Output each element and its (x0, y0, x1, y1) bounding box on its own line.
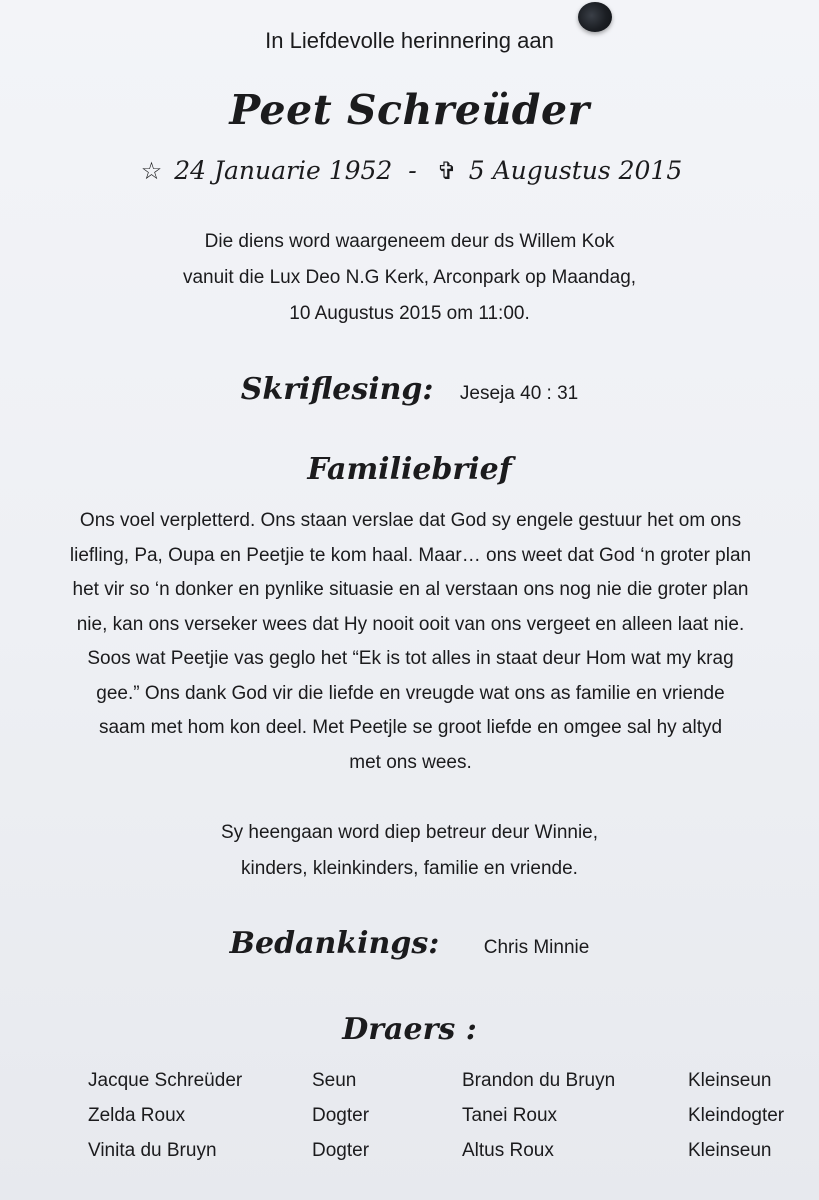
acknowledgements (0, 926, 819, 961)
bearer-relation: Kleinseun (688, 1070, 772, 1091)
mourning-line: Sy heengaan word diep betreur deur Winnie, (220, 822, 599, 843)
service-line: Die diens word waargeneem deur ds Willem Kok (204, 231, 615, 252)
bearer-relation: Dogter (312, 1105, 370, 1126)
bearers-row (0, 1140, 819, 1175)
bearers-row (0, 1070, 819, 1105)
letter-line: Ons voel verpletterd. Ons staan verslae dat God sy engele gestuur het om ons (79, 510, 742, 531)
thanks-heading: Bedankings: (229, 926, 440, 961)
service-line: 10 Augustus 2015 om 11:00. (289, 303, 530, 324)
mourning-text (0, 815, 819, 887)
bearer-name: Brandon du Bruyn (462, 1070, 616, 1091)
letter-line: saam met hom kon deel. Met Peetjle se groot liefde en omgee sal hy altyd (98, 717, 723, 738)
bearer-name: Altus Roux (462, 1140, 554, 1161)
bearers-table (0, 1070, 819, 1175)
reading-reference: Jeseja 40 : 31 (459, 383, 579, 404)
bearer-name: Tanei Roux (462, 1105, 558, 1126)
bearer-name: Vinita du Bruyn (88, 1140, 217, 1161)
letter-line: het vir so ‘n donker en pynlike situasie en al verstaan ons nog nie die groter plan (72, 579, 749, 600)
deceased-name: Peet Schreüder (229, 86, 590, 134)
family-letter-body (48, 504, 773, 780)
thanks-names: Chris Minnie (483, 937, 590, 958)
bearer-relation: Kleindogter (688, 1105, 785, 1126)
mourning-line: kinders, kleinkinders, familie en vriende. (241, 858, 578, 879)
letter-line: Soos wat Peetjie vas geglo het “Ek is tot alles in staat deur Hom wat my krag (87, 648, 734, 669)
bearer-relation: Seun (312, 1070, 357, 1091)
birth-date: 24 Januarie 1952 (174, 156, 393, 185)
service-line: vanuit die Lux Deo N.G Kerk, Arconpark op Maandag, (182, 267, 637, 288)
letter-line: met ons wees. (349, 751, 472, 773)
bearer-name: Jacque Schreüder (88, 1070, 243, 1091)
life-dates (0, 156, 819, 185)
service-details (0, 224, 819, 332)
date-separator: - (408, 156, 417, 185)
bearer-relation: Kleinseun (688, 1140, 772, 1161)
letter-line: nie, kan ons verseker wees dat Hy nooit ooit van ons vergeet en alleen laat nie. (76, 613, 745, 635)
intro-text: In Liefdevolle herinnering aan (265, 28, 554, 53)
death-date: 5 Augustus 2015 (468, 156, 683, 185)
letter-line: gee.” Ons dank God vir die liefde en vreugde wat ons as familie en vriende (96, 682, 725, 704)
letter-line: liefling, Pa, Oupa en Peetjie te kom haal. Maar… ons weet dat God ‘n groter plan (69, 544, 752, 566)
bearer-name: Zelda Roux (88, 1105, 186, 1126)
reading-heading: Skriflesing: (240, 372, 434, 407)
family-letter-heading: Familiebrief (307, 452, 512, 487)
bearers-row (0, 1105, 819, 1140)
scripture-reading (0, 372, 819, 407)
bearers-heading: Draers : (342, 1012, 477, 1047)
cross-icon: ✞ (436, 157, 457, 185)
star-icon: ☆ (140, 157, 163, 185)
bearer-relation: Dogter (312, 1140, 370, 1161)
